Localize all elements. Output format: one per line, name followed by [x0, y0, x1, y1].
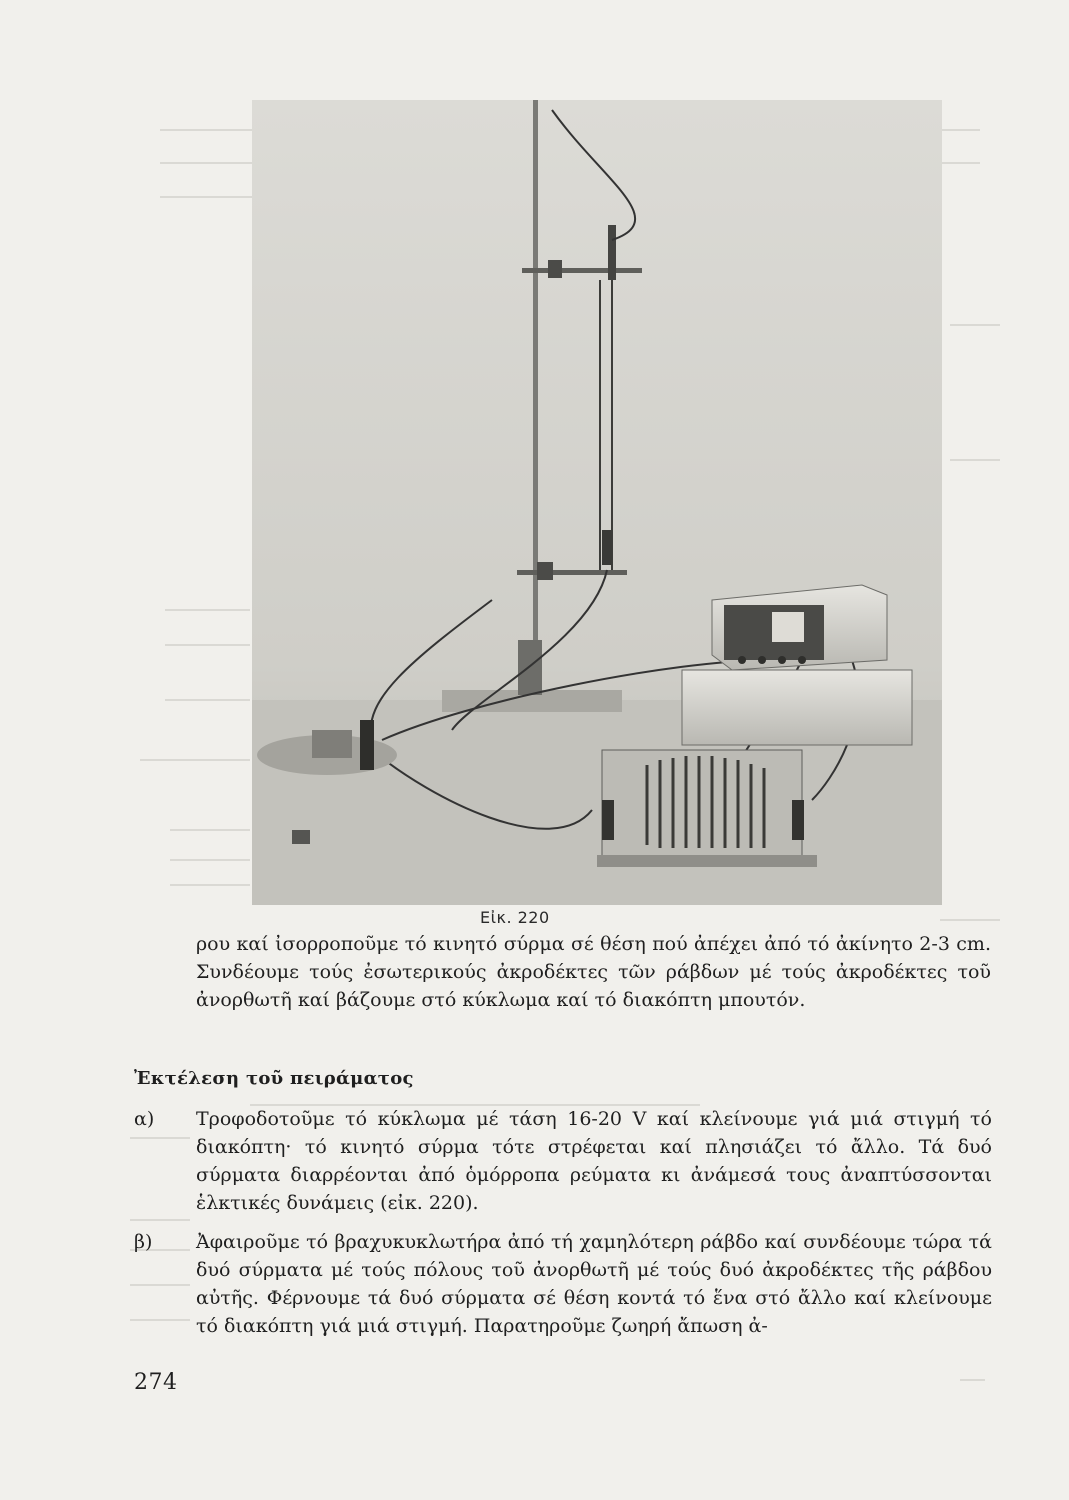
stand-rod: [533, 100, 538, 700]
step-a: [134, 1105, 992, 1217]
rectifier: [712, 585, 887, 670]
page-number: 274: [134, 1370, 178, 1395]
step-b: [134, 1228, 992, 1340]
figure-caption: Εἰκ. 220: [480, 908, 550, 927]
rheostat-coil: [597, 750, 817, 867]
apparatus-photo: [252, 100, 942, 905]
intro-paragraph: ρου καί ἰσορροποῦμε τό κινητό σύρμα σέ θέση πού ἀπέχει ἀπό τό ἀκίνητο 2-3 cm. Συνδέουμε τούς ἐσωτερικούς ἀκροδέκτες τῶν ράβδων μέ τούς ἀκροδέκτες τοῦ ἀνορθωτῆ καί βάζουμε στό κύκλωμα καί τό διακόπτη μπουτόν.: [196, 933, 991, 1011]
step-text: Ἀφαιροῦμε τό βραχυκυκλωτήρα ἀπό τή χαμηλότερη ράβδο καί συνδέουμε τώρα τά δυό σύρματα μέ τούς πόλους τοῦ ἀνορθωτῆ μέ τούς δυό ἀκροδέκτες τῆς ράβδου αὐτῆς. Φέρνουμε τά δυό σύρματα σέ θέση κοντά τό ἕνα στό ἄλλο καί κλείνουμε τό διακόπτη γιά μιά στιγμή. Παρατηροῦμε ζωηρή ἄπωση ἀ-: [196, 1231, 992, 1337]
step-text: Τροφοδοτοῦμε τό κύκλωμα μέ τάση 16-20 V καί κλείνουμε γιά μιά στιγμή τό διακόπτη· τό κινητό σύρμα τότε στρέφεται καί πλησιάζει τό ἄλλο. Τά δυό σύρματα διαρρέονται ἀπό ὁμόρροπα ρεύματα κι ἀνάμεσά τους ἀναπτύσσονται ἑλκτικές δυνάμεις (εἰκ. 220).: [196, 1108, 992, 1214]
apparatus-illustration: [252, 100, 942, 905]
step-label: α): [134, 1108, 155, 1130]
section-heading: Ἐκτέλεση τοῦ πειράματος: [134, 1068, 414, 1089]
step-label: β): [134, 1231, 153, 1253]
